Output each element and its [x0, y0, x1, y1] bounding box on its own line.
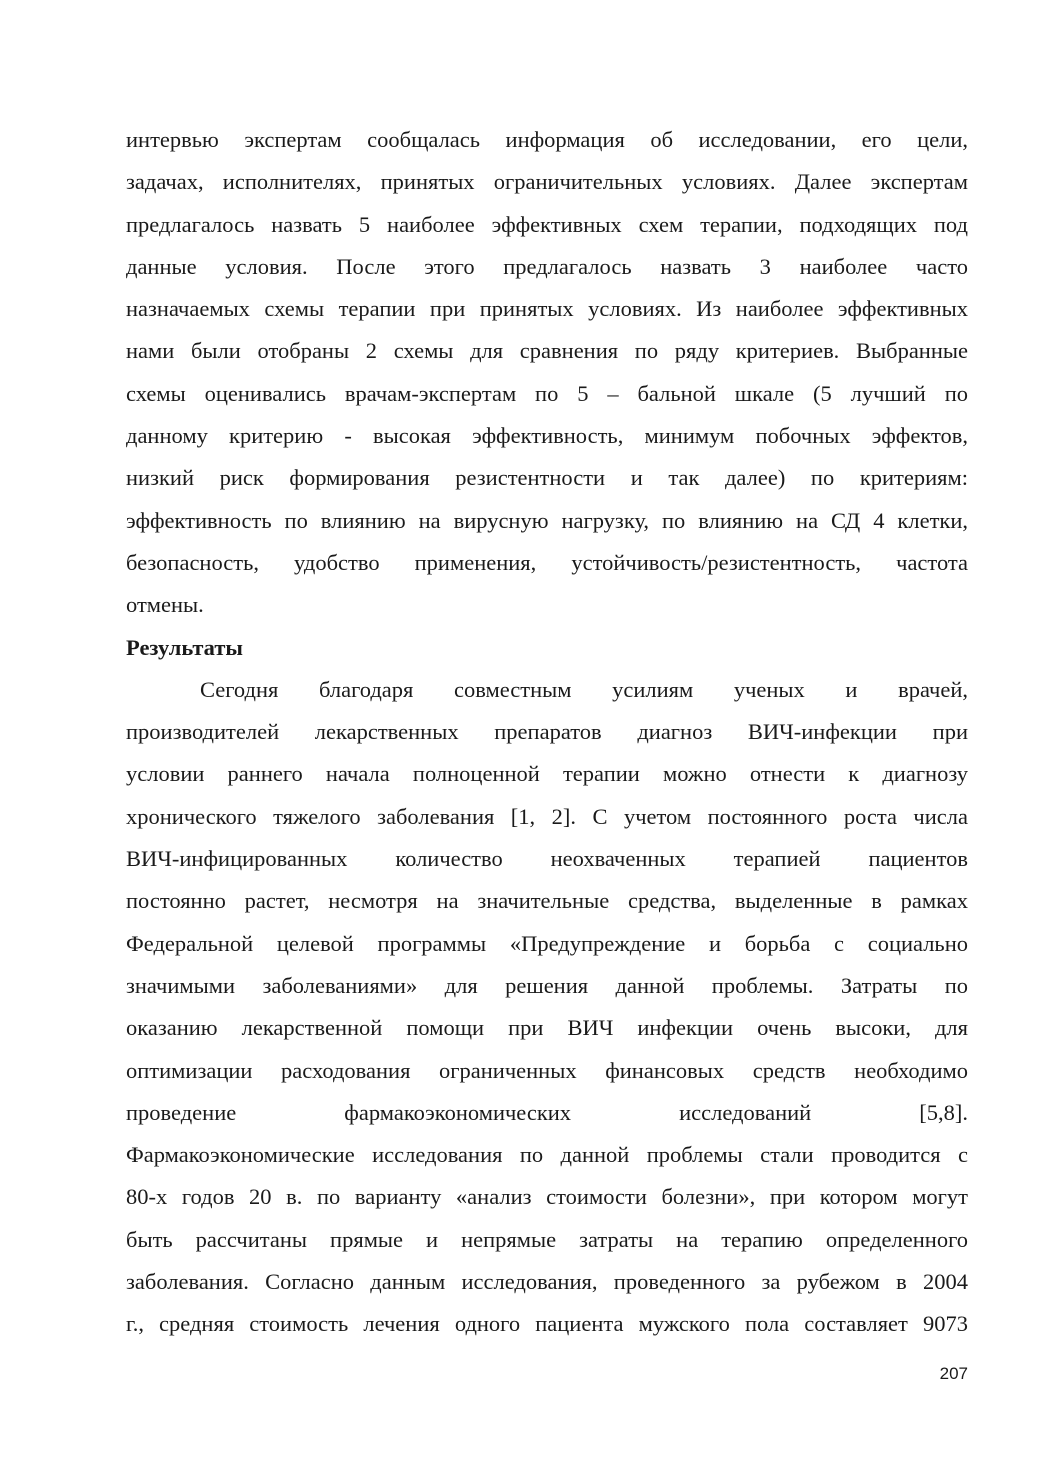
text-line: задачах, исполнителях, принятых ограничительных условиях. Далее экспертам [126, 169, 968, 195]
text-line: интервью экспертам сообщалась информация об исследовании, его цели, [126, 127, 968, 152]
text-line: г., средняя стоимость лечения одного пациента мужского пола составляет 9073 [126, 1311, 968, 1337]
paragraph-methods [126, 119, 968, 627]
text-line: назначаемых схемы терапии при принятых условиях. Из наиболее эффективных [126, 296, 968, 322]
text-line: Федеральной целевой программы «Предупреждение и борьба с социально [126, 930, 968, 956]
text-line: отмены. [126, 592, 204, 618]
text-line: данные условия. После этого предлагалось назвать 3 наиболее часто [126, 253, 968, 279]
text-line: условии раннего начала полноценной терапии можно отнести к диагнозу [126, 761, 968, 787]
text-line: Фармакоэкономические исследования по данной проблемы стали проводится с [126, 1142, 968, 1168]
text-line: эффективность по влиянию на вирусную нагрузку, по влиянию на СД 4 клетки, [126, 507, 968, 533]
text-line: быть рассчитаны прямые и непрямые затраты на терапию определенного [126, 1226, 968, 1252]
text-line: нами были отобраны 2 схемы для сравнения по ряду критериев. Выбранные [126, 338, 968, 364]
text-line: проведение фармакоэкономических исследований [5,8]. [126, 1099, 968, 1125]
text-line: безопасность, удобство применения, устойчивость/резистентность, частота [126, 549, 968, 575]
text-line: хронического тяжелого заболевания [1, 2]. С учетом постоянного роста числа [126, 803, 968, 829]
text-line: данному критерию - высокая эффективность, минимум побочных эффектов, [126, 423, 968, 449]
page-number: 207 [939, 1364, 968, 1383]
text-line: ВИЧ-инфицированных количество неохваченных терапией пациентов [126, 846, 968, 872]
text-line: Сегодня благодаря совместным усилиям ученых и врачей, [200, 676, 968, 702]
text-line: оптимизации расходования ограниченных финансовых средств необходимо [126, 1057, 968, 1083]
text-line: постоянно растет, несмотря на значительные средства, выделенные в рамках [126, 888, 968, 914]
text-line: производителей лекарственных препаратов диагноз ВИЧ-инфекции при [126, 719, 968, 745]
text-line: предлагалось назвать 5 наиболее эффективных схем терапии, подходящих под [126, 211, 968, 237]
text-line: значимыми заболеваниями» для решения данной проблемы. Затраты по [126, 972, 968, 998]
text-line: низкий риск формирования резистентности и так далее) по критериям: [126, 465, 968, 491]
paragraph-results [126, 669, 968, 1346]
text-line: оказанию лекарственной помощи при ВИЧ инфекции очень высоки, для [126, 1015, 968, 1041]
text-line: схемы оценивались врачам-экспертам по 5 – бальной шкале (5 лучший по [126, 380, 968, 406]
document-page [126, 119, 968, 1346]
section-heading-results: Результаты [126, 634, 243, 660]
text-line: 80-х годов 20 в. по варианту «анализ стоимости болезни», при котором могут [126, 1184, 968, 1210]
text-line: заболевания. Согласно данным исследования, проведенного за рубежом в 2004 [126, 1269, 968, 1295]
